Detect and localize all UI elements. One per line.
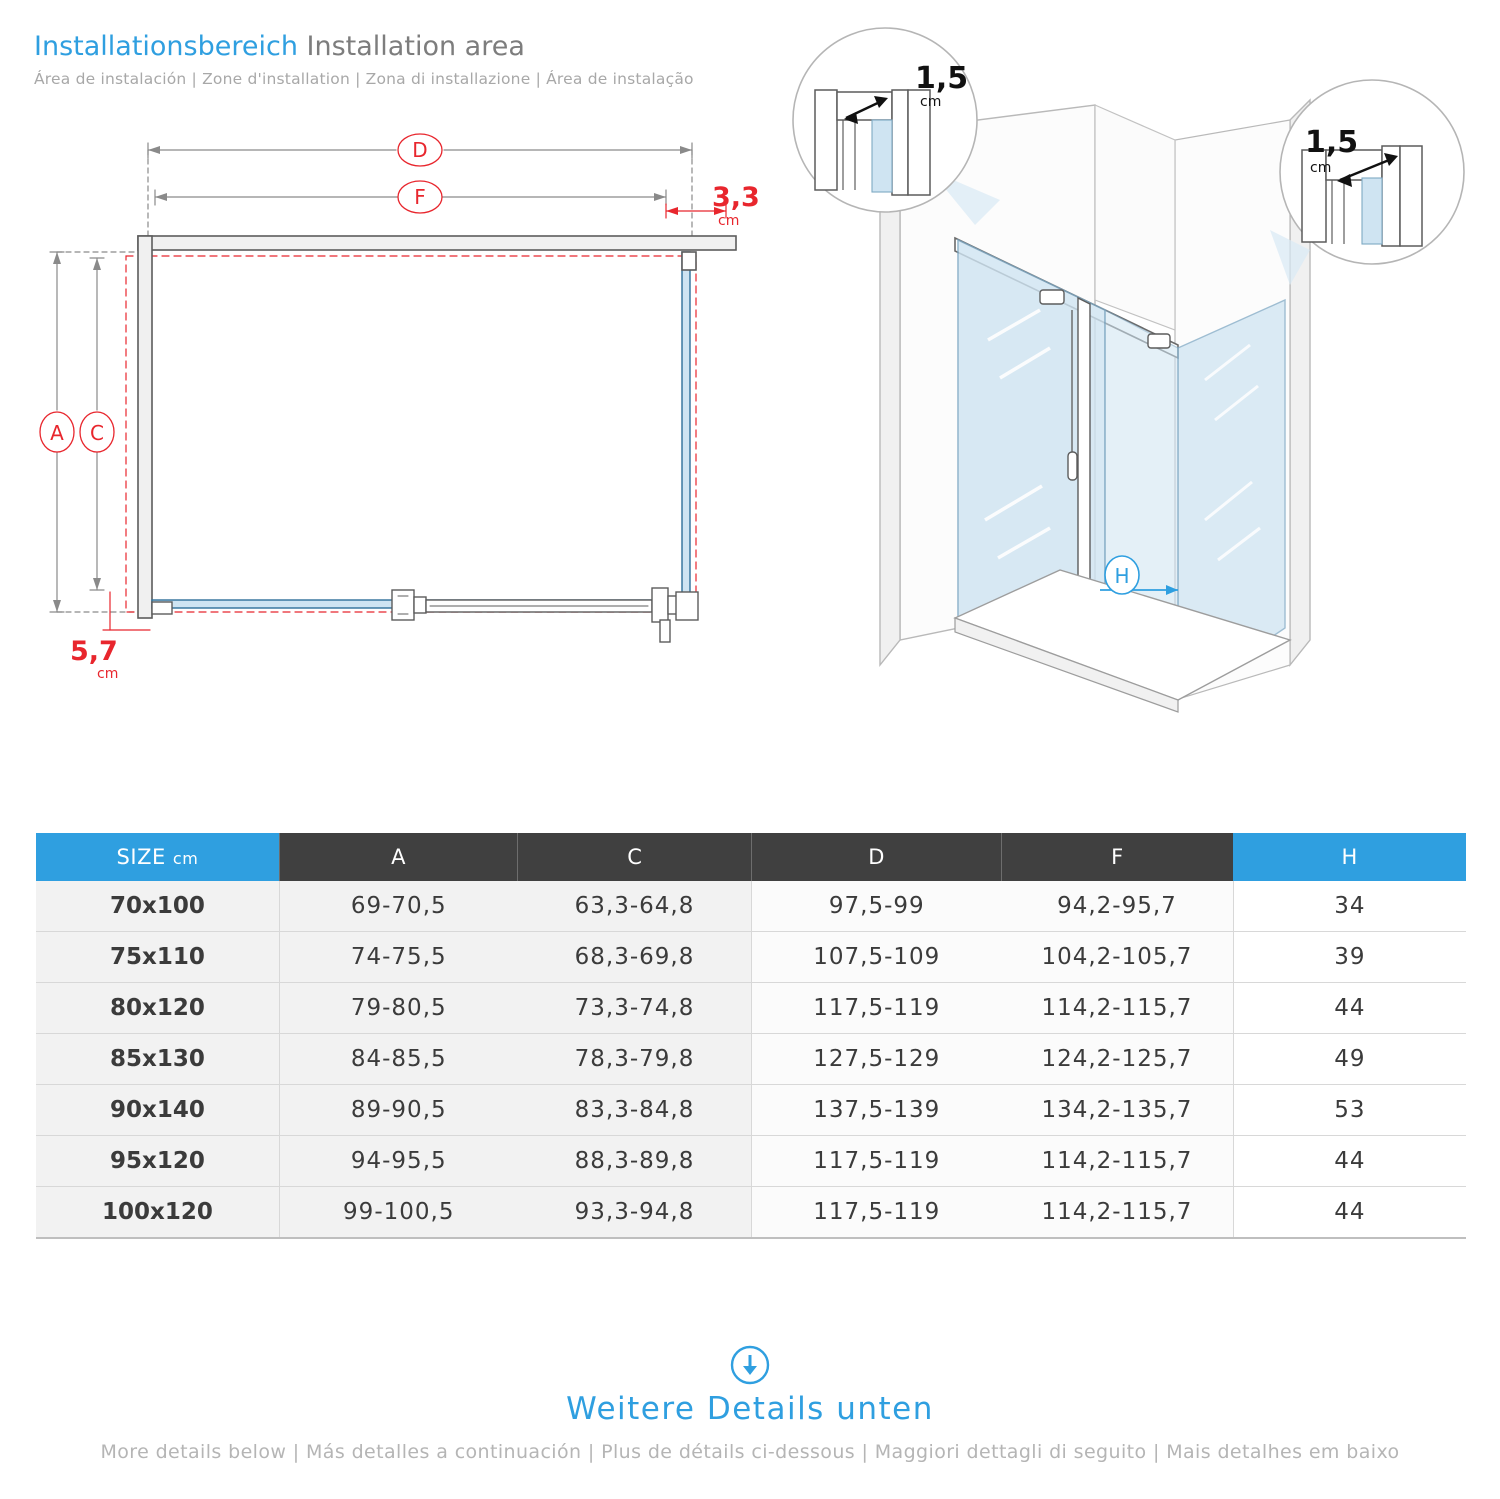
cell-d: 97,5-99 xyxy=(752,881,1001,932)
dim-3-3-unit: cm xyxy=(718,213,740,229)
footer-sub-text: More details below | Más detalles a continuación | Plus de détails ci-dessous | Maggiori dettagli di seguito | Mais detalhes em baixo xyxy=(100,1441,1400,1463)
cell-f: 114,2-115,7 xyxy=(1001,983,1233,1034)
cell-d: 117,5-119 xyxy=(752,1136,1001,1187)
cell-a: 79-80,5 xyxy=(279,983,517,1034)
detail-right-unit: cm xyxy=(1310,160,1332,176)
label-H: H xyxy=(1114,564,1130,588)
detail-callout-left xyxy=(793,28,1000,225)
cell-h: 44 xyxy=(1233,983,1466,1034)
cell-d: 127,5-129 xyxy=(752,1034,1001,1085)
cell-d: 117,5-119 xyxy=(752,1187,1001,1239)
page-title-en: Installation area xyxy=(306,31,525,62)
cell-d: 107,5-109 xyxy=(752,932,1001,983)
cell-a: 69-70,5 xyxy=(279,881,517,932)
dim-5-7-unit: cm xyxy=(97,666,119,682)
size-table xyxy=(36,833,1466,1239)
cell-size: 100x120 xyxy=(36,1187,279,1239)
table-row xyxy=(36,932,1466,983)
label-F: F xyxy=(414,185,426,209)
cell-size: 85x130 xyxy=(36,1034,279,1085)
table-row xyxy=(36,881,1466,932)
detail-left-value: 1,5 xyxy=(915,61,969,96)
perspective-view xyxy=(880,100,1310,712)
cell-c: 88,3-89,8 xyxy=(518,1136,752,1187)
label-C: C xyxy=(90,421,104,445)
cell-c: 83,3-84,8 xyxy=(518,1085,752,1136)
cell-a: 89-90,5 xyxy=(279,1085,517,1136)
header-a: A xyxy=(279,833,517,881)
page-subtitle: Área de instalación | Zone d'installation | Zona di installazione | Área de instalação xyxy=(34,70,694,88)
cell-c: 68,3-69,8 xyxy=(518,932,752,983)
footer-main-text: Weitere Details unten xyxy=(566,1391,934,1427)
cell-f: 134,2-135,7 xyxy=(1001,1085,1233,1136)
cell-size: 80x120 xyxy=(36,983,279,1034)
cell-size: 70x100 xyxy=(36,881,279,932)
detail-left-unit: cm xyxy=(920,94,942,110)
header-d: D xyxy=(752,833,1001,881)
table-row xyxy=(36,1085,1466,1136)
cell-c: 63,3-64,8 xyxy=(518,881,752,932)
dimension-callouts xyxy=(40,134,442,452)
detail-right-value: 1,5 xyxy=(1305,125,1359,160)
cell-f: 114,2-115,7 xyxy=(1001,1187,1233,1239)
cell-f: 124,2-125,7 xyxy=(1001,1034,1233,1085)
cell-h: 53 xyxy=(1233,1085,1466,1136)
cell-h: 44 xyxy=(1233,1136,1466,1187)
cell-size: 75x110 xyxy=(36,932,279,983)
cell-f: 94,2-95,7 xyxy=(1001,881,1233,932)
cell-a: 99-100,5 xyxy=(279,1187,517,1239)
top-view-plan xyxy=(40,134,760,682)
cell-a: 84-85,5 xyxy=(279,1034,517,1085)
cell-h: 49 xyxy=(1233,1034,1466,1085)
cell-d: 137,5-139 xyxy=(752,1085,1001,1136)
cell-f: 104,2-105,7 xyxy=(1001,932,1233,983)
table-header-row xyxy=(36,833,1466,881)
cell-c: 93,3-94,8 xyxy=(518,1187,752,1239)
cell-h: 34 xyxy=(1233,881,1466,932)
table-row xyxy=(36,1034,1466,1085)
cell-a: 74-75,5 xyxy=(279,932,517,983)
header-size-unit: cm xyxy=(172,849,199,868)
cell-a: 94-95,5 xyxy=(279,1136,517,1187)
cell-f: 114,2-115,7 xyxy=(1001,1136,1233,1187)
header-size xyxy=(36,833,279,881)
dim-5-7-value: 5,7 xyxy=(70,636,118,667)
footer xyxy=(0,1345,1500,1463)
cell-d: 117,5-119 xyxy=(752,983,1001,1034)
header-h: H xyxy=(1233,833,1466,881)
cell-h: 39 xyxy=(1233,932,1466,983)
cell-size: 95x120 xyxy=(36,1136,279,1187)
label-A: A xyxy=(50,421,64,445)
cell-size: 90x140 xyxy=(36,1085,279,1136)
cell-h: 44 xyxy=(1233,1187,1466,1239)
dim-3-3-value: 3,3 xyxy=(712,182,760,213)
table-row xyxy=(36,1136,1466,1187)
header-c: C xyxy=(518,833,752,881)
page-title-de: Installationsbereich xyxy=(34,31,298,62)
cell-c: 73,3-74,8 xyxy=(518,983,752,1034)
header-size-label: SIZE xyxy=(116,845,166,869)
arrow-down-circle-icon xyxy=(730,1345,770,1385)
header-f: F xyxy=(1001,833,1233,881)
cell-c: 78,3-79,8 xyxy=(518,1034,752,1085)
table-row xyxy=(36,1187,1466,1239)
table-row xyxy=(36,983,1466,1034)
label-D: D xyxy=(412,138,428,162)
